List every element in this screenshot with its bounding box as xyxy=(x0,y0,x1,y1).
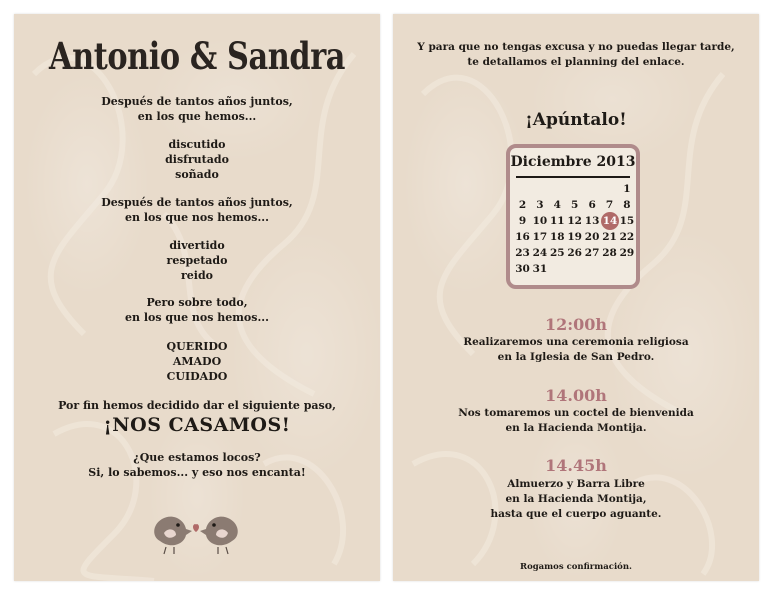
apuntalo-heading: ¡Apúntalo! xyxy=(525,110,627,130)
intro-paragraph-1: Después de tantos años juntos, en los que hemos... xyxy=(101,95,293,123)
couple-names-title: Antonio & Sandra xyxy=(48,34,346,78)
event-text-1: Realizaremos una ceremonia religiosa en la Iglesia de San Pedro. xyxy=(463,336,689,363)
calendar-day: 7 xyxy=(605,199,614,211)
calendar-day: 6 xyxy=(588,199,596,211)
calendar-day: 28 xyxy=(602,247,617,259)
event-text-2: Nos tomaremos un coctel de bienvenida en la Hacienda Montija. xyxy=(458,407,694,434)
calendar-day: 11 xyxy=(549,215,565,227)
calendar-day: 10 xyxy=(532,215,548,227)
planning-intro: Y para que no tengas excusa y no puedas llegar tarde, te detallamos el planning del enlace. xyxy=(417,41,735,68)
calendar-day: 24 xyxy=(532,247,548,259)
calendar-day: 15 xyxy=(619,215,635,227)
love-birds-icon xyxy=(146,507,246,557)
intro-paragraph-2: Después de tantos años juntos, en los que nos hemos... xyxy=(101,196,293,224)
calendar-day: 16 xyxy=(515,231,530,243)
calendar-day: 8 xyxy=(623,199,631,211)
event-time-3: 14.45h xyxy=(545,456,607,475)
closing-text: ¿Que estamos locos? Si, lo sabemos... y eso nos encanta! xyxy=(88,451,306,479)
calendar-day: 29 xyxy=(619,247,635,259)
calendar-day: 25 xyxy=(549,247,565,259)
calendar-day: 22 xyxy=(619,231,635,243)
calendar-day: 26 xyxy=(567,247,582,259)
calendar-day: 1 xyxy=(623,183,631,195)
calendar-day: 5 xyxy=(571,199,579,211)
calendar-day: 9 xyxy=(518,215,527,227)
calendar-day: 30 xyxy=(515,263,530,275)
calendar-day: 3 xyxy=(536,199,544,211)
calendar-day: 14 xyxy=(601,212,619,230)
calendar-day: 13 xyxy=(584,215,600,227)
calendar-day: 17 xyxy=(532,231,548,243)
calendar-day: 18 xyxy=(549,231,565,243)
verbs-list-2: divertido respetado reido xyxy=(166,239,228,282)
event-time-1: 12:00h xyxy=(544,315,608,334)
calendar-day: 23 xyxy=(515,247,530,259)
calendar-grid xyxy=(514,179,636,283)
decision-text: Por fin hemos decidido dar el siguiente paso, xyxy=(58,399,336,412)
calendar-day: 20 xyxy=(584,231,600,243)
calendar-day: 12 xyxy=(567,215,582,227)
calendar-month-title: Diciembre 2013 xyxy=(510,154,636,170)
rsvp-note: Rogamos confirmación. xyxy=(520,562,632,572)
verbs-list-1: discutido disfrutado soñado xyxy=(165,138,229,181)
verbs-list-3: QUERIDO AMADO CUIDADO xyxy=(166,340,228,383)
event-time-2: 14.00h xyxy=(545,386,607,405)
calendar-day: 4 xyxy=(553,199,561,211)
calendar-widget xyxy=(506,144,640,289)
calendar-day: 27 xyxy=(584,247,600,259)
calendar-divider xyxy=(516,176,630,178)
announcement-heading: ¡NOS CASAMOS! xyxy=(103,414,291,436)
calendar-day: 21 xyxy=(602,231,617,243)
intro-paragraph-3: Pero sobre todo, en los que nos hemos... xyxy=(125,296,269,324)
calendar-day: 2 xyxy=(518,199,527,211)
invitation-left-card xyxy=(14,14,380,581)
calendar-day: 19 xyxy=(567,231,582,243)
invitation-right-card xyxy=(393,14,759,581)
event-text-3: Almuerzo y Barra Libre en la Hacienda Montija, hasta que el cuerpo aguante. xyxy=(490,478,662,520)
calendar-day: 31 xyxy=(532,263,548,275)
